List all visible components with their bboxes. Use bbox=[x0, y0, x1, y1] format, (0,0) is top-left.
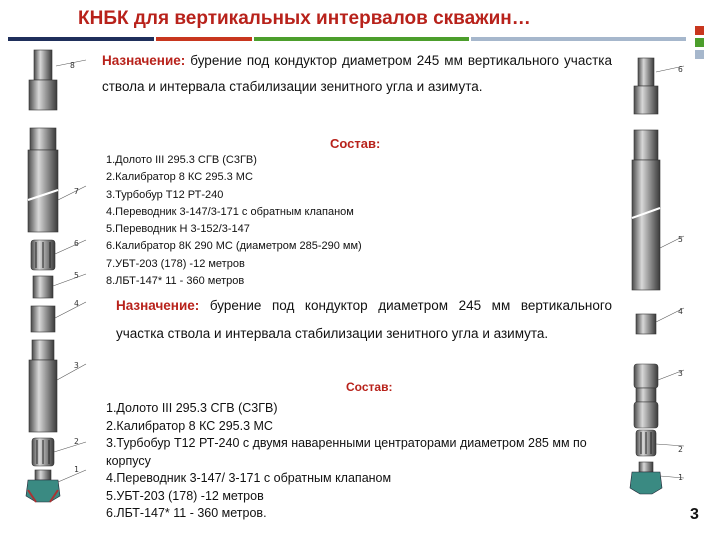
list-item: 3.Турбобур Т12 РТ-240 bbox=[106, 188, 224, 201]
list-item: 1.Долото III 295.3 СГВ (С3ГВ) bbox=[106, 401, 278, 415]
title-underline-navy bbox=[8, 37, 154, 41]
purpose-text-1: бурение под кондуктор диаметром 245 мм вертикального участка ствола и интервала стабилизации зенитного угла и азимута. bbox=[102, 53, 612, 94]
list-item: 7.УБТ-203 (178) -12 метров bbox=[106, 257, 245, 270]
right-part-2-calibrator bbox=[636, 430, 656, 456]
page-title: КНБК для вертикальных интервалов скважин… bbox=[78, 8, 531, 29]
right-part-5-drill-collar bbox=[632, 130, 660, 290]
right-bha-diagram bbox=[626, 58, 696, 508]
right-label-4: 4 bbox=[678, 307, 683, 316]
left-part-4-check-valve-sub bbox=[31, 306, 55, 332]
decor-square-red bbox=[695, 26, 704, 35]
left-part-8-drill-pipe bbox=[29, 50, 57, 110]
left-part-6-calibrator bbox=[31, 240, 55, 270]
left-part-5-sub bbox=[33, 276, 53, 298]
composition-list-1 bbox=[106, 152, 362, 290]
right-part-3-turbodrill bbox=[634, 364, 658, 428]
composition-heading-2: Состав: bbox=[346, 380, 393, 394]
purpose-text-2: бурение под кондуктор диаметром 245 мм вертикального участка ствола и интервала стабилизации зенитного угла и азимута. bbox=[116, 298, 612, 341]
list-item: 6.Калибратор 8К 290 МС (диаметром 285-290 мм) bbox=[106, 240, 362, 253]
left-label-8: 8 bbox=[70, 61, 75, 70]
right-part-6-drill-pipe bbox=[634, 58, 658, 114]
list-item: 8.ЛБТ-147* 11 - 360 метров bbox=[106, 275, 245, 288]
left-bha-diagram bbox=[22, 50, 102, 510]
list-item: 4.Переводник 3-147/ 3-171 с обратным клапаном bbox=[106, 471, 392, 485]
list-item: 5.Переводник Н 3-152/3-147 bbox=[106, 223, 250, 236]
left-label-6: 6 bbox=[74, 239, 79, 248]
title-underline-grey bbox=[471, 37, 686, 41]
page-number: 3 bbox=[690, 506, 699, 523]
list-item: 4.Переводник 3-147/3-171 с обратным клапаном bbox=[106, 205, 354, 218]
left-part-2-calibrator bbox=[32, 438, 54, 466]
composition-heading-1: Состав: bbox=[330, 136, 381, 151]
purpose-label-1: Назначение: bbox=[102, 53, 186, 68]
decor-square-green bbox=[695, 38, 704, 47]
left-label-2: 2 bbox=[74, 437, 79, 446]
purpose-label-2: Назначение: bbox=[116, 298, 200, 313]
right-label-1: 1 bbox=[678, 473, 683, 482]
list-item: 3.Турбобур Т12 РТ-240 с двумя наваренными центраторами диаметром 285 мм по корпусу bbox=[106, 436, 587, 468]
right-part-1-drill-bit bbox=[630, 462, 662, 494]
left-part-3-turbodrill bbox=[29, 340, 57, 432]
decor-square-grey bbox=[695, 50, 704, 59]
purpose-paragraph-1 bbox=[102, 48, 612, 100]
title-underline-green bbox=[254, 37, 469, 41]
right-label-5: 5 bbox=[678, 235, 683, 244]
left-label-3: 3 bbox=[74, 361, 79, 370]
left-part-7-drill-collar bbox=[28, 128, 58, 232]
list-item: 5.УБТ-203 (178) -12 метров bbox=[106, 488, 264, 503]
list-item: 6.ЛБТ-147* 11 - 360 метров. bbox=[106, 506, 267, 520]
left-part-1-drill-bit bbox=[26, 470, 60, 502]
left-label-5: 5 bbox=[74, 271, 79, 280]
list-item: 2.Калибратор 8 КС 295.3 МС bbox=[106, 418, 273, 433]
left-label-7: 7 bbox=[74, 187, 79, 196]
composition-list-2 bbox=[106, 400, 606, 523]
right-label-3: 3 bbox=[678, 369, 683, 378]
left-label-4: 4 bbox=[74, 299, 79, 308]
right-label-2: 2 bbox=[678, 445, 683, 454]
purpose-paragraph-2 bbox=[116, 292, 612, 348]
title-underline-red bbox=[156, 37, 252, 41]
right-part-4-check-valve-sub bbox=[636, 314, 656, 334]
list-item: 1.Долото III 295.3 СГВ (С3ГВ) bbox=[106, 154, 257, 166]
right-label-6: 6 bbox=[678, 65, 683, 74]
list-item: 2.Калибратор 8 КС 295.3 МС bbox=[106, 171, 253, 184]
left-label-1: 1 bbox=[74, 465, 79, 474]
